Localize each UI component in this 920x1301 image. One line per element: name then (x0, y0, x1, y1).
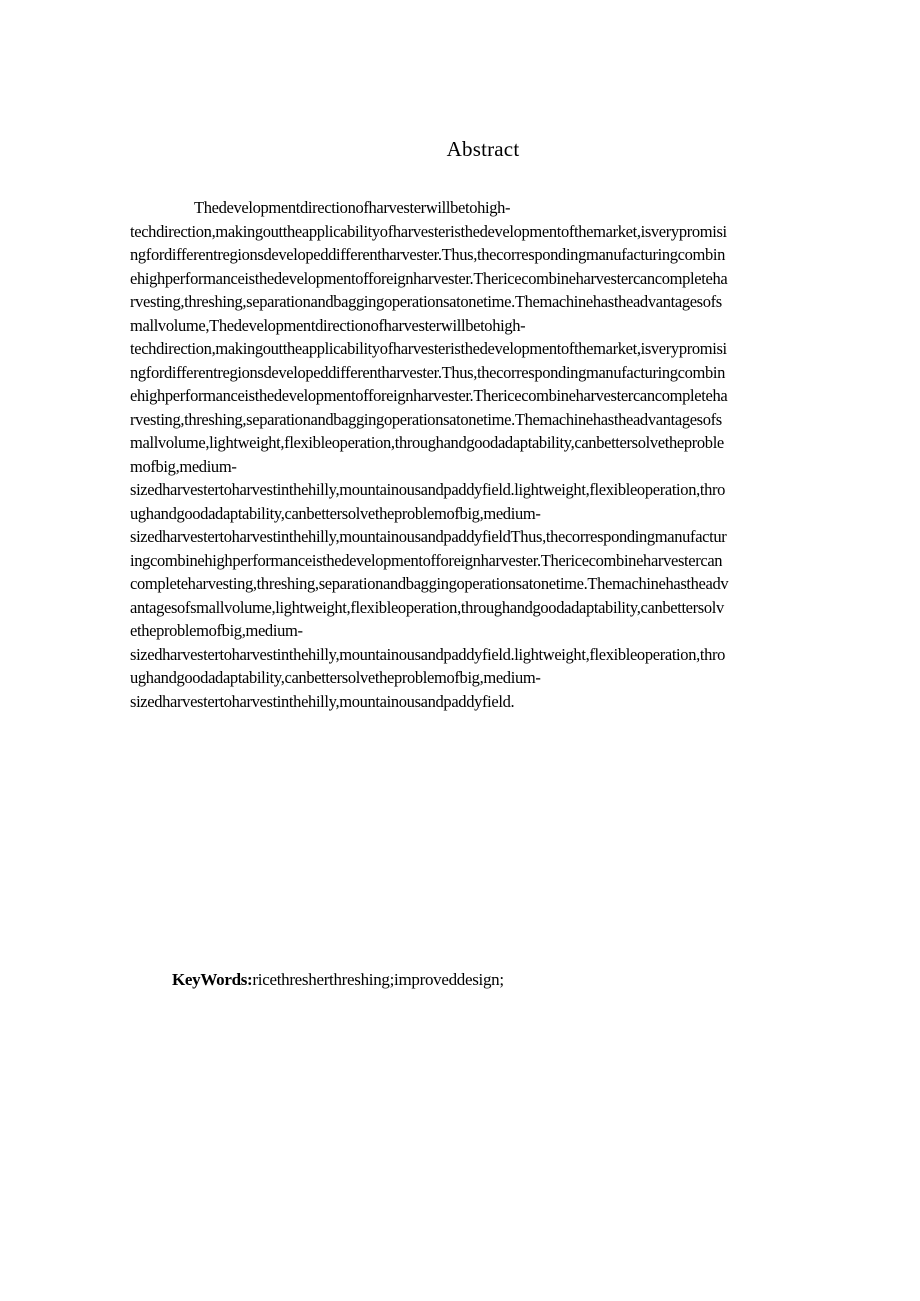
abstract-line: etheproblemofbig,medium- (130, 621, 303, 640)
keywords-label: KeyWords: (172, 970, 253, 989)
abstract-line: sizedharvestertoharvestinthehilly,mountainousandpaddyfieldThus,thecorrespondingmanufactur (130, 527, 727, 546)
abstract-line: ughandgoodadaptability,canbettersolvetheproblemofbig,medium- (130, 503, 541, 523)
abstract-line: ehighperformanceisthedevelopmentofforeignharvester.Thericecombineharvestercancompleteha (130, 268, 728, 288)
abstract-line: sizedharvestertoharvestinthehilly,mountainousandpaddyfield.lightweight,flexibleoperation,thro (130, 480, 726, 499)
abstract-line: techdirection,makingouttheapplicabilityofharvesteristhedevelopmentofthemarket,isverypromisi (130, 221, 727, 241)
abstract-line: mallvolume,lightweight,flexibleoperation,throughandgoodadaptability,canbettersolvetheproble (130, 433, 724, 452)
abstract-line: mallvolume,Thedevelopmentdirectionofharvesterwillbetohigh- (130, 315, 526, 335)
abstract-line: mofbig,medium- (130, 456, 237, 476)
abstract-line: antagesofsmallvolume,lightweight,flexibleoperation,throughandgoodadaptability,canbettersolv (130, 597, 724, 617)
abstract-body (130, 196, 840, 713)
abstract-line: ngfordifferentregionsdevelopeddifferentharvester.Thus,thecorrespondingmanufacturingcombin (130, 362, 726, 382)
abstract-line: completeharvesting,threshing,separationandbaggingoperationsatonetime.Themachinehastheadv (130, 574, 729, 593)
page-title: Abstract (446, 137, 520, 161)
abstract-line: sizedharvestertoharvestinthehilly,mountainousandpaddyfield.lightweight,flexibleoperation,thro (130, 644, 726, 664)
abstract-line: ngfordifferentregionsdevelopeddifferentharvester.Thus,thecorrespondingmanufacturingcombin (130, 245, 726, 264)
abstract-line: ughandgoodadaptability,canbettersolvetheproblemofbig,medium- (130, 668, 541, 687)
abstract-line: ehighperformanceisthedevelopmentofforeignharvester.Thericecombineharvestercancompleteha (130, 386, 728, 405)
abstract-line: techdirection,makingouttheapplicabilityofharvesteristhedevelopmentofthemarket,isverypromisi (130, 339, 727, 358)
abstract-line: Thedevelopmentdirectionofharvesterwillbetohigh- (194, 198, 511, 217)
abstract-line: rvesting,threshing,separationandbaggingoperationsatonetime.Themachinehastheadvantagesofs (130, 409, 722, 429)
keywords-text: ricethresherthreshing;improveddesign; (252, 970, 504, 989)
abstract-line: rvesting,threshing,separationandbaggingoperationsatonetime.Themachinehastheadvantagesofs (130, 292, 722, 311)
abstract-line: sizedharvestertoharvestinthehilly,mountainousandpaddyfield. (130, 691, 515, 711)
keywords-line (172, 968, 504, 992)
abstract-line: ingcombinehighperformanceisthedevelopmentofforeignharvester.Thericecombineharvestercan (130, 550, 723, 570)
